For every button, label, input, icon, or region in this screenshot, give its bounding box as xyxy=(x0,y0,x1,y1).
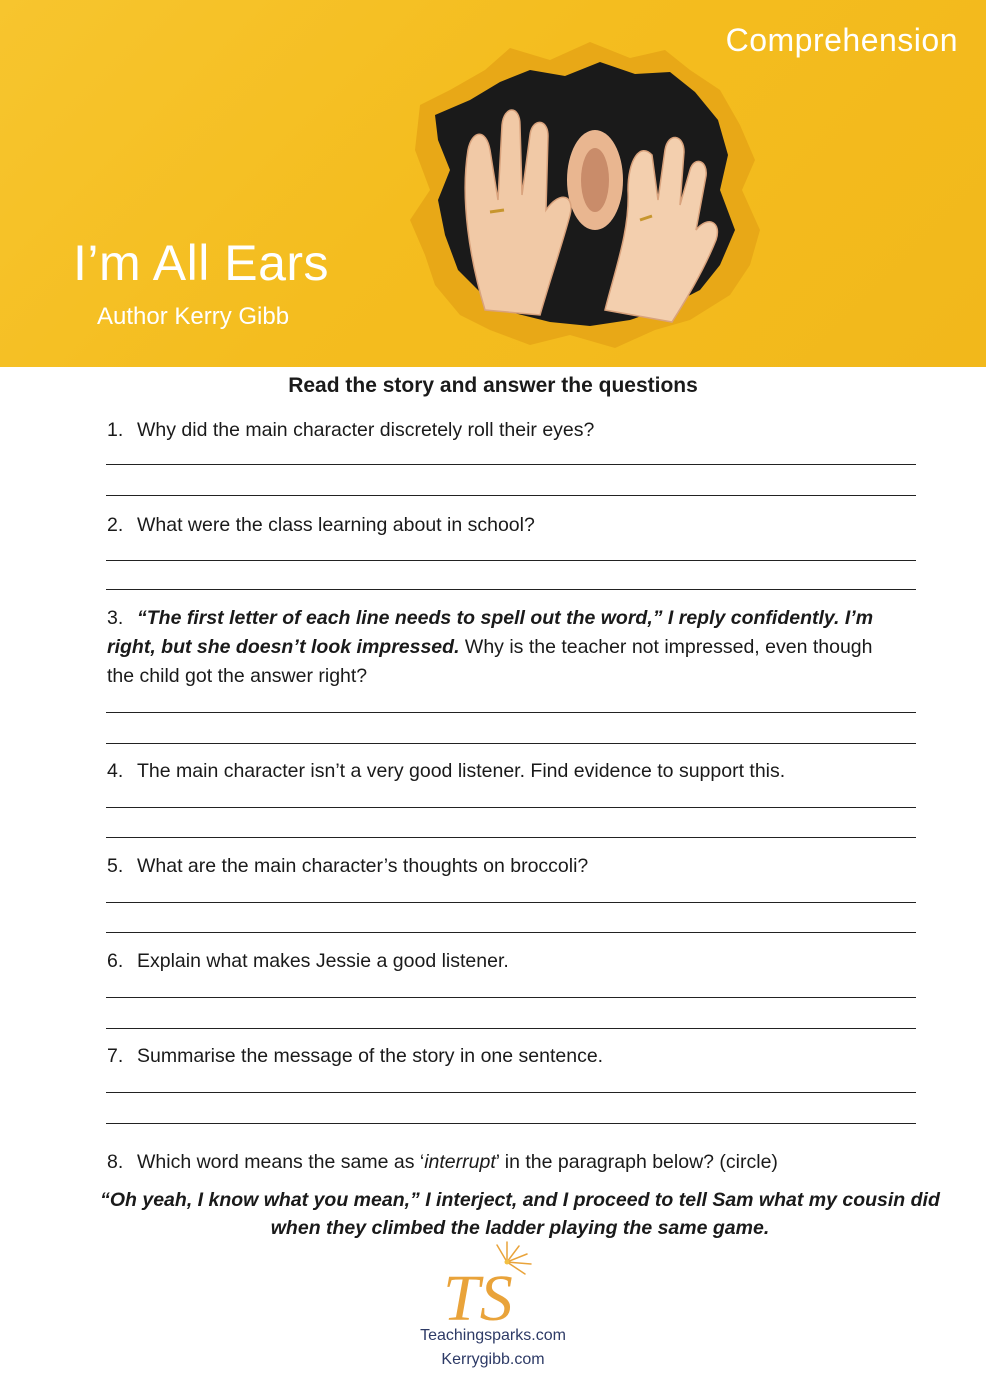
story-excerpt: “The first letter of each line needs to spell out the word,” I reply confidently. I’m right, but she doesn’t look impressed. xyxy=(107,607,874,658)
question-1 xyxy=(107,416,897,445)
author-line: Author Kerry Gibb xyxy=(97,303,290,330)
answer-line[interactable] xyxy=(106,560,916,561)
answer-line[interactable] xyxy=(106,1123,916,1124)
answer-line[interactable] xyxy=(106,932,916,933)
teachingsparks-logo xyxy=(437,1240,541,1328)
emphasised-word: interrupt xyxy=(424,1151,496,1173)
logo-letters: TS xyxy=(443,1262,513,1328)
question-number: 8. xyxy=(107,1151,124,1173)
question-2 xyxy=(107,511,897,540)
question-number: 7. xyxy=(107,1045,124,1067)
question-6 xyxy=(107,947,897,976)
instructions-heading: Read the story and answer the questions xyxy=(288,374,698,397)
question-number: 4. xyxy=(107,760,124,782)
answer-line[interactable] xyxy=(106,464,916,465)
section-label: Comprehension xyxy=(725,22,958,58)
footer-website-1[interactable]: Teachingsparks.com xyxy=(420,1327,566,1344)
answer-line[interactable] xyxy=(106,1092,916,1093)
question-text: Summarise the message of the story in one sentence. xyxy=(137,1045,604,1067)
footer-website-2[interactable]: Kerrygibb.com xyxy=(441,1351,545,1368)
question-text: Why did the main character discretely roll their eyes? xyxy=(137,419,595,441)
answer-line[interactable] xyxy=(106,1028,916,1029)
question-7 xyxy=(107,1042,897,1071)
answer-line[interactable] xyxy=(106,495,916,496)
question-text: What were the class learning about in school? xyxy=(137,514,535,536)
question-number: 5. xyxy=(107,855,124,877)
question-5 xyxy=(107,852,897,881)
header-banner xyxy=(0,0,986,367)
answer-line[interactable] xyxy=(106,589,916,590)
question-4 xyxy=(107,757,897,786)
answer-line[interactable] xyxy=(106,807,916,808)
answer-line[interactable] xyxy=(106,997,916,998)
question-text: What are the main character’s thoughts on broccoli? xyxy=(137,855,589,877)
torn-paper-ear-photo xyxy=(390,30,790,367)
answer-line[interactable] xyxy=(106,743,916,744)
answer-line[interactable] xyxy=(106,837,916,838)
answer-line[interactable] xyxy=(106,902,916,903)
question-number: 1. xyxy=(107,419,124,441)
story-paragraph: “Oh yeah, I know what you mean,” I interject, and I proceed to tell Sam what my cousin did when they climbed the ladder playing the same game. xyxy=(100,1189,940,1239)
question-text: Explain what makes Jessie a good listener. xyxy=(137,950,509,972)
question-text-end: ’ in the paragraph below? (circle) xyxy=(495,1151,778,1173)
question-number: 3. xyxy=(107,607,124,629)
question-text: Why is the teacher not impressed, even though the child got the answer right? xyxy=(107,636,873,687)
question-8 xyxy=(107,1148,897,1177)
question-number: 2. xyxy=(107,514,124,536)
question-text: The main character isn’t a very good listener. Find evidence to support this. xyxy=(137,760,786,782)
story-title: I’m All Ears xyxy=(73,235,330,291)
answer-line[interactable] xyxy=(106,712,916,713)
question-number: 6. xyxy=(107,950,124,972)
question-text: Which word means the same as ‘ xyxy=(137,1151,425,1173)
question-3 xyxy=(107,604,897,691)
